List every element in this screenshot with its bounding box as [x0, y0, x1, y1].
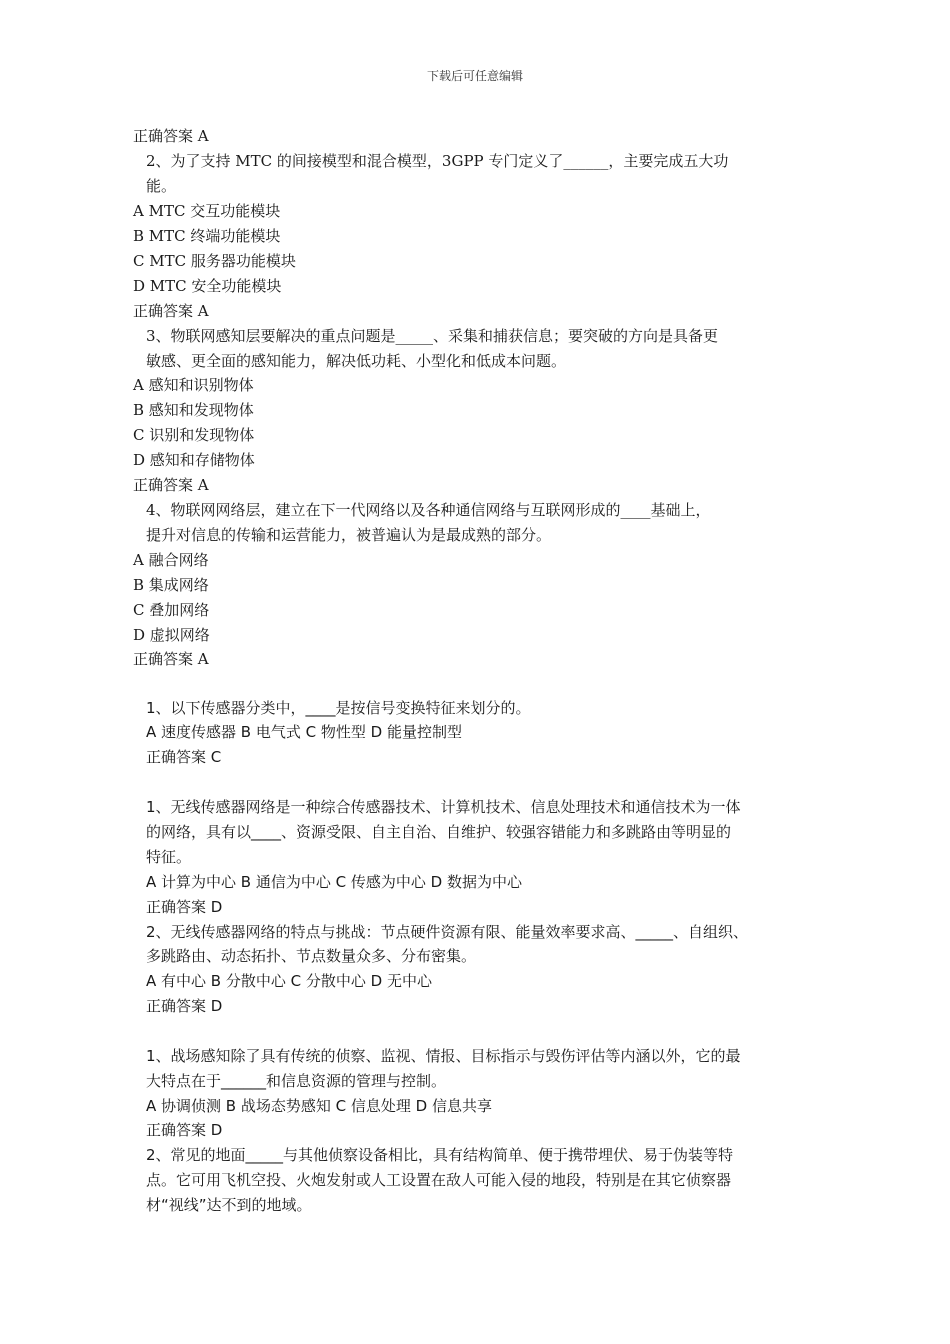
answer-line: 正确答案 A: [133, 650, 209, 668]
options-line: A 有中心 B 分散中心 C 分散中心 D 无中心: [146, 972, 432, 990]
question-text-cont: 大特点在于______和信息资源的管理与控制。: [146, 1072, 447, 1090]
question-text: 1、战场感知除了具有传统的侦察、监视、情报、目标指示与毁伤评估等内涵以外，它的最: [146, 1047, 741, 1065]
option-c: C MTC 服务器功能模块: [133, 252, 296, 270]
question-text-cont: 的网络，具有以____、资源受限、自主自治、自维护、较强容错能力和多跳路由等明显的: [146, 823, 732, 841]
question-text: 1、无线传感器网络是一种综合传感器技术、计算机技术、信息处理技术和通信技术为一体: [146, 798, 741, 816]
question-3-text-cont: 敏感、更全面的感知能力，解决低功耗、小型化和低成本问题。: [146, 352, 567, 370]
question-text-cont: 多跳路由、动态拓扑、节点数量众多、分布密集。: [146, 947, 477, 965]
option-d: D 感知和存储物体: [133, 451, 255, 469]
options-line: A 速度传感器 B 电气式 C 物性型 D 能量控制型: [146, 723, 462, 741]
options-line: A 协调侦测 B 战场态势感知 C 信息处理 D 信息共享: [146, 1097, 492, 1115]
answer-line: 正确答案 D: [146, 1121, 223, 1139]
question-4-text-cont: 提升对信息的传输和运营能力，被普遍认为是最成熟的部分。: [146, 526, 552, 544]
option-d: D 虚拟网络: [133, 626, 210, 644]
question-text: 2、无线传感器网络的特点与挑战：节点硬件资源有限、能量效率要求高、_____、自组织、: [146, 923, 749, 941]
question-2-text: 2、为了支持 MTC 的间接模型和混合模型，3GPP 专门定义了______，主要完成五大功: [146, 152, 729, 170]
answer-line: 正确答案 A: [133, 127, 209, 145]
option-a: A 感知和识别物体: [133, 376, 254, 394]
answer-line: 正确答案 A: [133, 476, 209, 494]
option-b: B MTC 终端功能模块: [133, 227, 281, 245]
answer-line: 正确答案 A: [133, 302, 209, 320]
question-text-cont: 点。它可用飞机空投、火炮发射或人工设置在敌人可能入侵的地段，特别是在其它侦察器: [146, 1171, 732, 1189]
page-header: 下载后可任意编辑: [426, 69, 523, 83]
options-line: A 计算为中心 B 通信为中心 C 传感为中心 D 数据为中心: [146, 873, 522, 891]
question-text: 2、常见的地面_____与其他侦察设备相比，具有结构简单、便于携带埋伏、易于伪装等特: [146, 1146, 734, 1164]
question-3-text: 3、物联网感知层要解决的重点问题是_____、采集和捕获信息；要突破的方向是具备更: [146, 327, 719, 345]
question-2-text-cont: 能。: [146, 177, 177, 195]
option-b: B 集成网络: [133, 576, 209, 594]
answer-line: 正确答案 C: [146, 748, 222, 766]
option-d: D MTC 安全功能模块: [133, 277, 282, 295]
answer-line: 正确答案 D: [146, 997, 223, 1015]
question-text: 1、以下传感器分类中，____是按信号变换特征来划分的。: [146, 699, 531, 717]
option-a: A 融合网络: [133, 551, 209, 569]
question-4-text: 4、物联网网络层，建立在下一代网络以及各种通信网络与互联网形成的____基础上，: [146, 501, 711, 519]
option-a: A MTC 交互功能模块: [133, 202, 281, 220]
option-c: C 叠加网络: [133, 601, 210, 619]
option-b: B 感知和发现物体: [133, 401, 254, 419]
question-text-cont: 特征。: [146, 848, 192, 866]
option-c: C 识别和发现物体: [133, 426, 255, 444]
question-text-cont: 材“视线”达不到的地域。: [146, 1196, 312, 1214]
answer-line: 正确答案 D: [146, 898, 223, 916]
